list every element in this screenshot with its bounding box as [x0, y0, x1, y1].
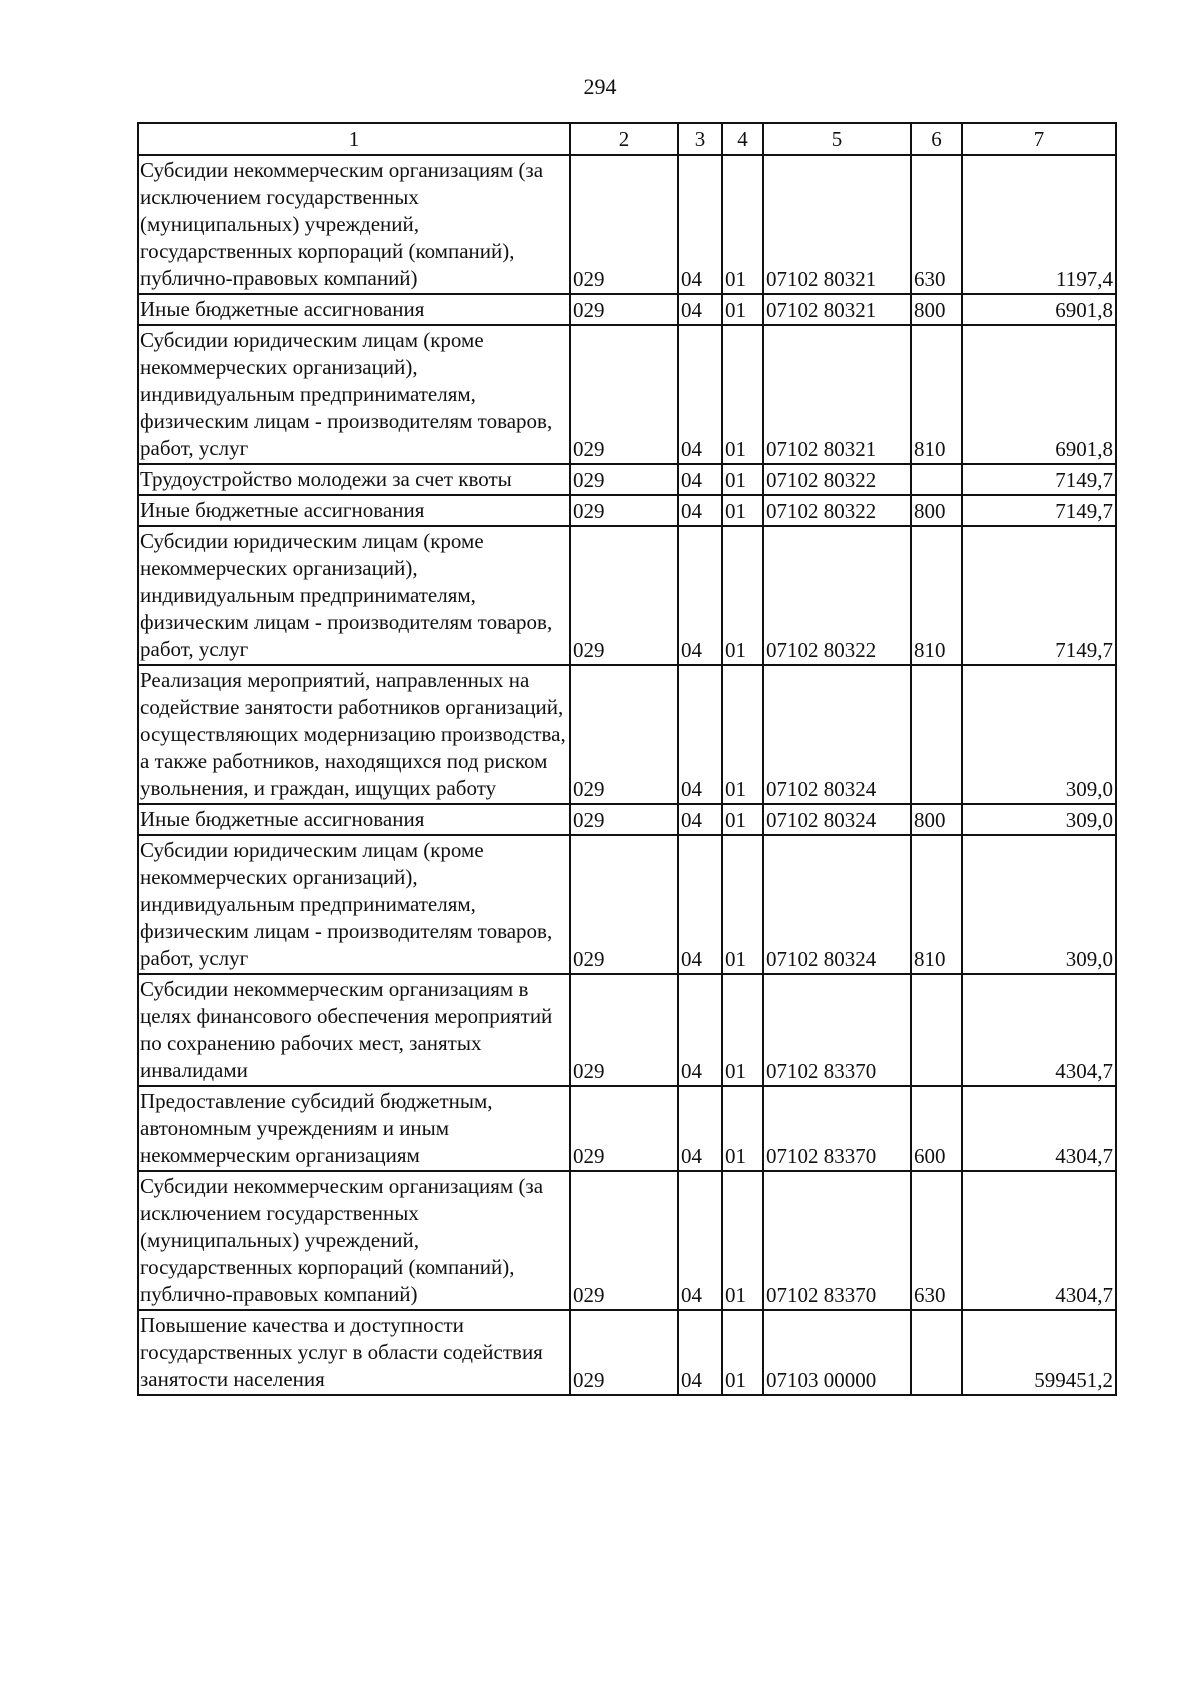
- row-amount: 309,0: [962, 804, 1116, 835]
- table-row: [138, 804, 1116, 835]
- row-name: Субсидии юридическим лицам (кроме некоммерческих организаций), индивидуальным предпринимателям, физическим лицам - производителям товаров, работ, услуг: [138, 526, 570, 665]
- row-name: Субсидии юридическим лицам (кроме некоммерческих организаций), индивидуальным предпринимателям, физическим лицам - производителям товаров, работ, услуг: [138, 325, 570, 464]
- row-ministry: 029: [570, 325, 678, 464]
- row-type: 800: [911, 495, 962, 526]
- row-amount: 4304,7: [962, 974, 1116, 1086]
- row-ministry: 029: [570, 804, 678, 835]
- budget-table: [137, 122, 1117, 1396]
- row-subsection: 01: [722, 155, 763, 294]
- row-target: 07102 80324: [763, 835, 911, 974]
- row-target: 07102 83370: [763, 1086, 911, 1171]
- row-ministry: 029: [570, 464, 678, 495]
- header-cell-4: 4: [722, 123, 763, 155]
- row-target: 07102 80322: [763, 526, 911, 665]
- row-amount: 6901,8: [962, 294, 1116, 325]
- row-ministry: 029: [570, 665, 678, 804]
- row-ministry: 029: [570, 294, 678, 325]
- row-subsection: 01: [722, 325, 763, 464]
- row-target: 07102 80324: [763, 804, 911, 835]
- row-type: 810: [911, 835, 962, 974]
- row-subsection: 01: [722, 495, 763, 526]
- row-ministry: 029: [570, 1171, 678, 1310]
- row-name: Трудоустройство молодежи за счет квоты: [138, 464, 570, 495]
- header-cell-1: 1: [138, 123, 570, 155]
- row-name: Реализация мероприятий, направленных на содействие занятости работников организаций, осуществляющих модернизацию производства, а также работников, находящихся под риском увольнения, и граждан, ищущих работу: [138, 665, 570, 804]
- row-target: 07102 80322: [763, 495, 911, 526]
- row-ministry: 029: [570, 974, 678, 1086]
- row-amount: 309,0: [962, 835, 1116, 974]
- row-type: [911, 464, 962, 495]
- row-type: 630: [911, 155, 962, 294]
- row-section: 04: [678, 294, 722, 325]
- row-ministry: 029: [570, 495, 678, 526]
- row-section: 04: [678, 155, 722, 294]
- row-name: Иные бюджетные ассигнования: [138, 495, 570, 526]
- row-section: 04: [678, 1310, 722, 1395]
- row-name: Повышение качества и доступности государственных услуг в области содействия занятости населения: [138, 1310, 570, 1395]
- row-target: 07102 83370: [763, 1171, 911, 1310]
- row-amount: 6901,8: [962, 325, 1116, 464]
- row-name: Иные бюджетные ассигнования: [138, 804, 570, 835]
- table-row: [138, 464, 1116, 495]
- header-row: [138, 123, 1116, 155]
- row-section: 04: [678, 325, 722, 464]
- row-section: 04: [678, 804, 722, 835]
- row-type: [911, 1310, 962, 1395]
- row-name: Иные бюджетные ассигнования: [138, 294, 570, 325]
- row-ministry: 029: [570, 1086, 678, 1171]
- row-type: 810: [911, 526, 962, 665]
- row-name: Предоставление субсидий бюджетным, автономным учреждениям и иным некоммерческим организациям: [138, 1086, 570, 1171]
- row-amount: 4304,7: [962, 1086, 1116, 1171]
- row-subsection: 01: [722, 1310, 763, 1395]
- row-amount: 7149,7: [962, 526, 1116, 665]
- row-amount: 7149,7: [962, 495, 1116, 526]
- row-target: 07103 00000: [763, 1310, 911, 1395]
- row-type: [911, 974, 962, 1086]
- row-target: 07102 80321: [763, 325, 911, 464]
- row-subsection: 01: [722, 835, 763, 974]
- table-row: [138, 1086, 1116, 1171]
- row-amount: 309,0: [962, 665, 1116, 804]
- row-section: 04: [678, 1171, 722, 1310]
- row-type: 630: [911, 1171, 962, 1310]
- header-cell-6: 6: [911, 123, 962, 155]
- row-target: 07102 80321: [763, 155, 911, 294]
- table-row: [138, 974, 1116, 1086]
- header-cell-7: 7: [962, 123, 1116, 155]
- row-section: 04: [678, 974, 722, 1086]
- row-target: 07102 83370: [763, 974, 911, 1086]
- row-section: 04: [678, 464, 722, 495]
- table-row: [138, 526, 1116, 665]
- table-row: [138, 1171, 1116, 1310]
- row-target: 07102 80321: [763, 294, 911, 325]
- row-subsection: 01: [722, 1086, 763, 1171]
- table-row: [138, 665, 1116, 804]
- row-name: Субсидии некоммерческим организациям (за исключением государственных (муниципальных) учреждений, государственных корпораций (компаний), публично-правовых компаний): [138, 1171, 570, 1310]
- row-subsection: 01: [722, 464, 763, 495]
- row-subsection: 01: [722, 1171, 763, 1310]
- row-section: 04: [678, 665, 722, 804]
- header-cell-2: 2: [570, 123, 678, 155]
- table-row: [138, 325, 1116, 464]
- row-type: [911, 665, 962, 804]
- row-ministry: 029: [570, 835, 678, 974]
- row-section: 04: [678, 835, 722, 974]
- table-row: [138, 495, 1116, 526]
- row-type: 600: [911, 1086, 962, 1171]
- table-row: [138, 294, 1116, 325]
- row-subsection: 01: [722, 804, 763, 835]
- row-ministry: 029: [570, 526, 678, 665]
- row-ministry: 029: [570, 155, 678, 294]
- row-amount: 7149,7: [962, 464, 1116, 495]
- row-amount: 4304,7: [962, 1171, 1116, 1310]
- row-section: 04: [678, 526, 722, 665]
- header-cell-3: 3: [678, 123, 722, 155]
- row-amount: 1197,4: [962, 155, 1116, 294]
- row-name: Субсидии некоммерческим организациям (за исключением государственных (муниципальных) учреждений, государственных корпораций (компаний), публично-правовых компаний): [138, 155, 570, 294]
- row-type: 800: [911, 804, 962, 835]
- table-row: [138, 155, 1116, 294]
- header-cell-5: 5: [763, 123, 911, 155]
- row-name: Субсидии некоммерческим организациям в целях финансового обеспечения мероприятий по сохранению рабочих мест, занятых инвалидами: [138, 974, 570, 1086]
- table-row: [138, 835, 1116, 974]
- page-number: 294: [583, 74, 617, 99]
- row-target: 07102 80324: [763, 665, 911, 804]
- row-section: 04: [678, 1086, 722, 1171]
- row-subsection: 01: [722, 526, 763, 665]
- row-amount: 599451,2: [962, 1310, 1116, 1395]
- row-type: 800: [911, 294, 962, 325]
- row-subsection: 01: [722, 294, 763, 325]
- row-subsection: 01: [722, 665, 763, 804]
- row-name: Субсидии юридическим лицам (кроме некоммерческих организаций), индивидуальным предпринимателям, физическим лицам - производителям товаров, работ, услуг: [138, 835, 570, 974]
- row-subsection: 01: [722, 974, 763, 1086]
- row-type: 810: [911, 325, 962, 464]
- row-ministry: 029: [570, 1310, 678, 1395]
- row-section: 04: [678, 495, 722, 526]
- table-row: [138, 1310, 1116, 1395]
- row-target: 07102 80322: [763, 464, 911, 495]
